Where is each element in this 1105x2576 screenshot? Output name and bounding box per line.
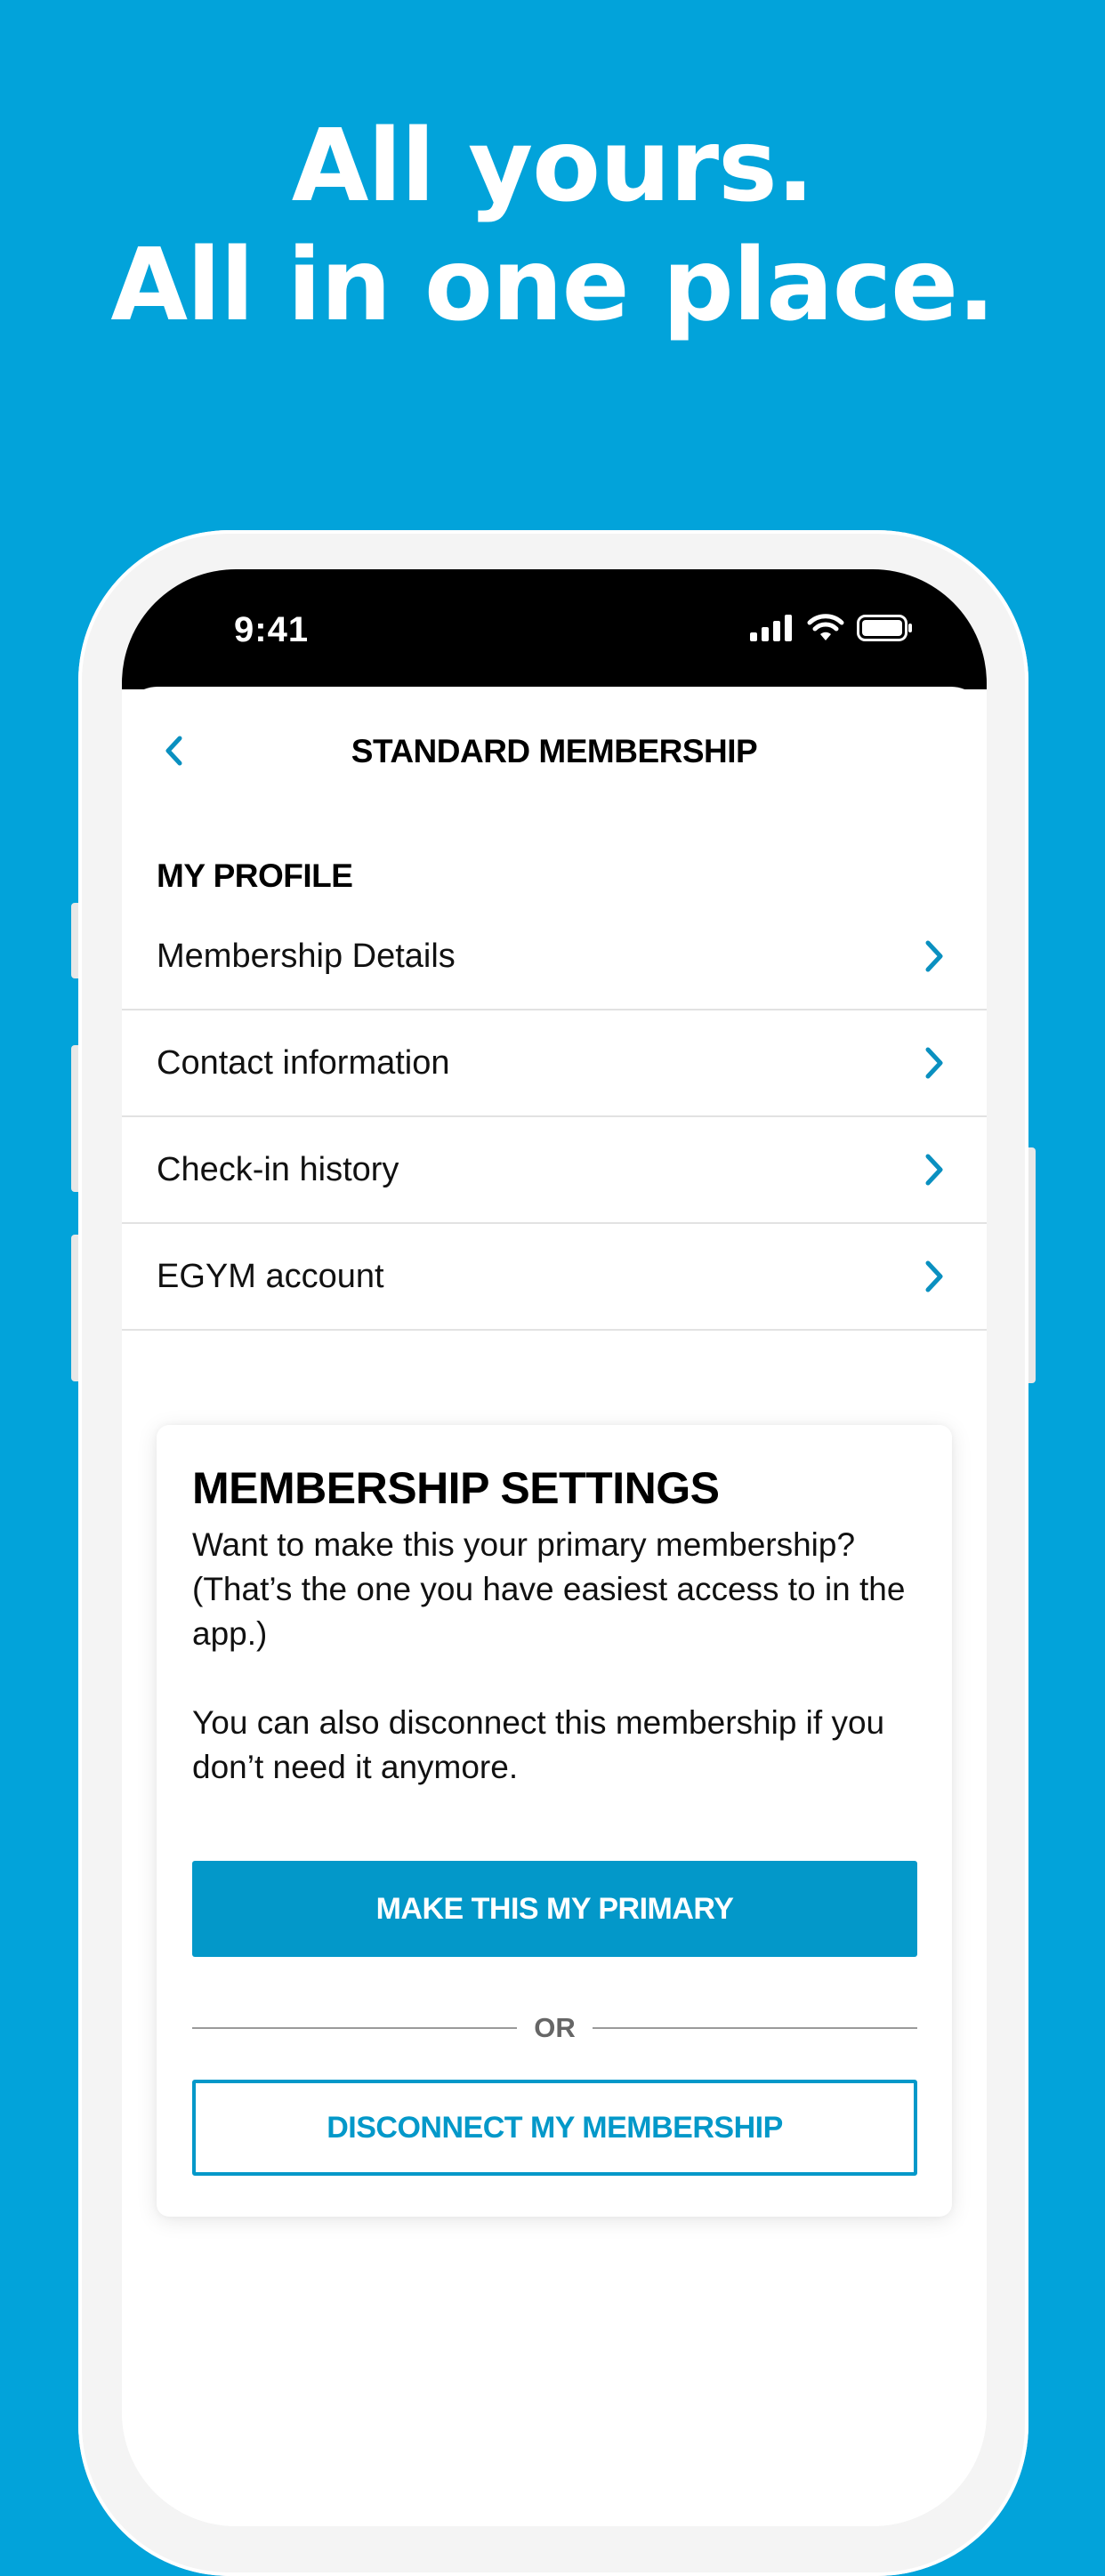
disconnect-membership-button[interactable]: DISCONNECT MY MEMBERSHIP — [192, 2080, 917, 2176]
card-description — [192, 1523, 931, 1790]
membership-settings-card — [157, 1425, 952, 2217]
chevron-right-icon — [921, 939, 948, 973]
divider-text: OR — [534, 2012, 576, 2043]
list-item-label: EGYM account — [157, 1257, 384, 1295]
app-screen — [122, 687, 987, 2526]
list-item-label: Check-in history — [157, 1150, 399, 1188]
nav-bar — [122, 687, 987, 793]
status-bar — [122, 569, 987, 689]
headline-line-1: All yours. — [291, 109, 814, 224]
chevron-right-icon — [921, 1046, 948, 1080]
description-disconnect: You can also disconnect this membership if you don’t need it anymore. — [192, 1704, 885, 1785]
chevron-right-icon — [921, 1153, 948, 1187]
marketing-headline — [0, 107, 1105, 345]
headline-line-2: All in one place. — [110, 228, 995, 343]
phone-screen — [122, 569, 987, 2526]
list-item-label: Contact information — [157, 1043, 450, 1082]
profile-list — [122, 904, 987, 1331]
list-item-label: Membership Details — [157, 937, 456, 975]
list-item-egym-account[interactable] — [122, 1224, 987, 1331]
description-primary: Want to make this your primary membership? (That’s the one you have easiest access to in the app.) — [192, 1526, 906, 1652]
status-icons — [750, 614, 914, 647]
cellular-signal-icon — [750, 615, 794, 646]
page-title: STANDARD MEMBERSHIP — [351, 733, 758, 769]
battery-icon — [857, 615, 914, 646]
wifi-icon — [807, 614, 844, 647]
make-primary-button[interactable]: MAKE THIS MY PRIMARY — [192, 1861, 917, 1957]
list-item-membership-details[interactable] — [122, 904, 987, 1010]
list-item-contact-information[interactable] — [122, 1010, 987, 1117]
status-time: 9:41 — [234, 610, 310, 649]
or-divider — [192, 2010, 917, 2046]
chevron-right-icon — [921, 1260, 948, 1293]
card-title: MEMBERSHIP SETTINGS — [192, 1463, 720, 1513]
section-title-my-profile: MY PROFILE — [157, 857, 353, 894]
list-item-check-in-history[interactable] — [122, 1117, 987, 1224]
